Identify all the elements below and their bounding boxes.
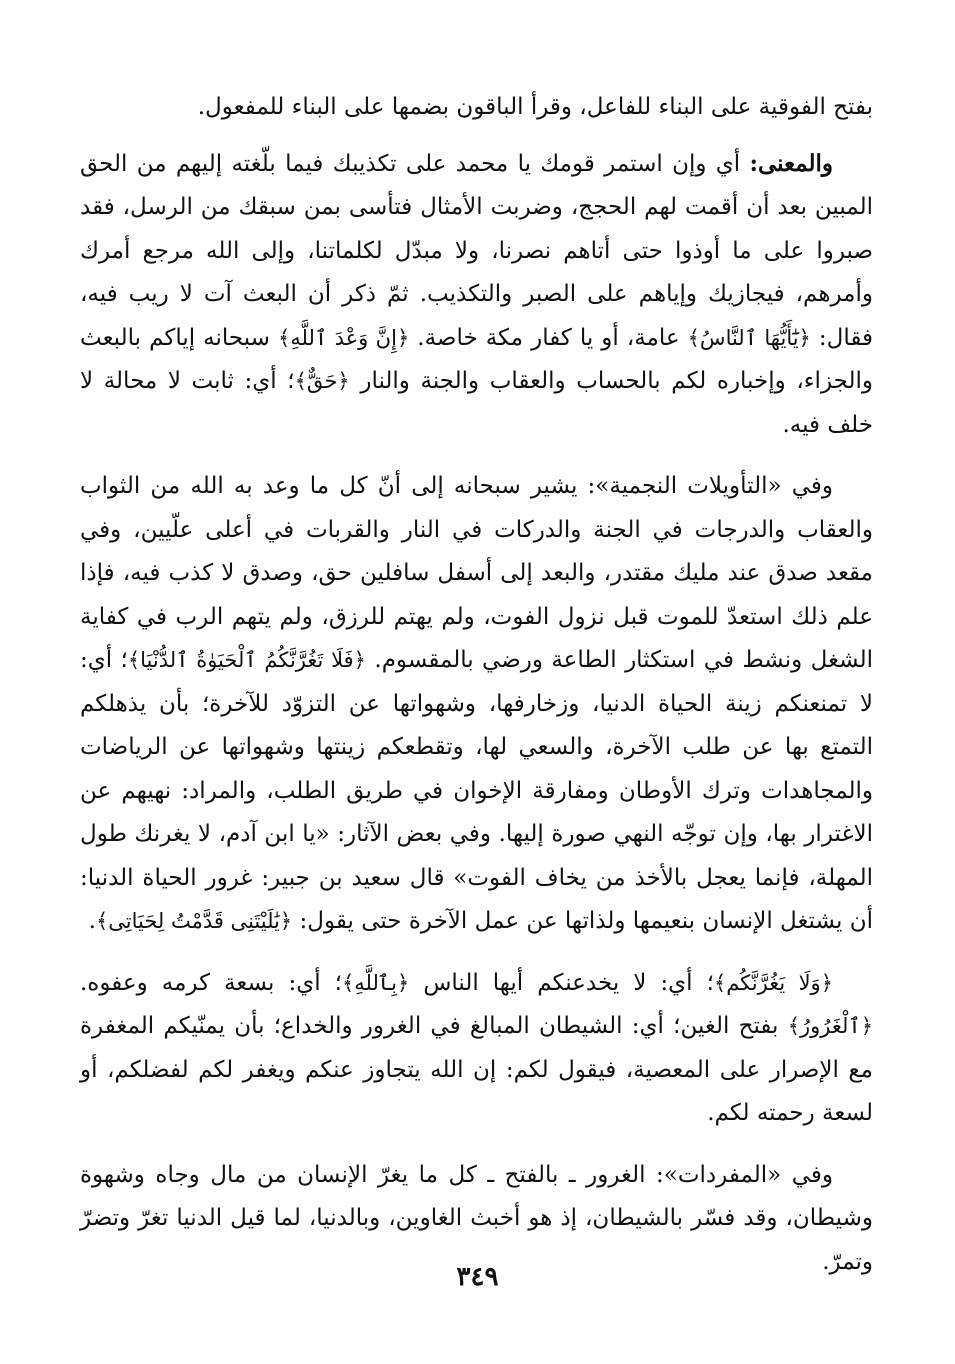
paragraph-text: بفتح الفوقية على البناء للفاعل، وقرأ الباقون بضمها على البناء للمفعول.	[197, 94, 873, 120]
quran-quote: ﴿وَلَا يَغُرَّنَّكُم﴾	[713, 970, 833, 995]
quran-quote: ﴿بِٱللَّهِ﴾	[341, 970, 410, 995]
paragraph-text: أي وإن استمر قومك يا محمد على تكذيبك فيما بلّغته إليهم من الحق المبين بعد أن أقمت لهم الحجج، وضربت الأمثال فتأسى بمن سبقك من الرسل، فقد صبروا على ما أوذوا حتى أتاهم نصرنا، ولا مبدّل لكلماتنا، وإلى الله مرجع أمرك وأمرهم، فيجازيك وإياهم على الصبر والتكذيب. ثمّ ذكر أن البعث آت لا ريب فيه، فقال:	[80, 150, 874, 351]
paragraph-text: بفتح الغين؛ أي: الشيطان المبالغ في الغرور والخداع؛ بأن يمنّيكم المغفرة مع الإصرار على المعصية، فيقول لكم: إن الله يتجاوز عنكم ويغفر لكم لفضلكم، أو لسعة رحمته لكم.	[80, 1013, 873, 1126]
paragraph-text: وفي «التأويلات النجمية»: يشير سبحانه إلى أنّ كل ما وعد به الله من الثواب والعقاب والدرجات في الجنة والدركات في النار والقربات في أعلى علّيين، وفي مقعد صدق عند مليك مقتدر، والبعد إلى أسفل سافلين حق، وصدق لا كذب فيه، فإذا علم ذلك استعدّ للموت قبل نزول الفوت، ولم يهتم للرزق، ولم يتهم الرب في كفاية الشغل ونشط في استكثار الطاعة ورضي بالمقسوم.	[80, 473, 874, 673]
paragraph-meaning	[80, 142, 873, 448]
paragraph-ghuroor	[80, 962, 873, 1136]
paragraph-text: ؛ أي: بسعة كرمه وعفوه.	[80, 969, 342, 996]
quran-quote: ﴿حَقٌّ﴾	[294, 369, 350, 393]
quran-quote: ﴿ٱلْغَرُورُ﴾	[787, 1014, 873, 1038]
paragraph-text: ؛ أي: لا يخدعنكم أيها الناس	[409, 969, 714, 996]
quran-quote: ﴿فَلَا تَغُرَّنَّكُمُ ٱلْحَيَوٰةُ ٱلدُّنْيَا﴾	[127, 648, 366, 672]
paragraph-text: .	[88, 908, 96, 934]
page-number: ٣٤٩	[456, 1262, 499, 1292]
paragraph-text: عامة، أو يا كفار مكة خاصة.	[409, 324, 688, 351]
quran-quote: ﴿إِنَّ وَعْدَ ٱللَّهِ﴾	[277, 325, 410, 350]
paragraph-tawilat	[80, 465, 873, 944]
paragraph-text: وفي «المفردات»: الغرور ـ بالفتح ـ كل ما يغرّ الإنسان من مال وجاه وشهوة وشيطان، وقد فسّر بالشيطان، إذ هو أخبث الغاوين، وبالدنيا، لما قيل الدنيا تغرّ وتضرّ وتمرّ.	[80, 1161, 873, 1275]
paragraph-text: سبحانه إياكم بالبعث والجزاء، وإخباره لكم بالحساب والعقاب والجنة والنار	[80, 324, 873, 394]
paragraph-text: ؛ أي: لا تمنعنكم زينة الحياة الدنيا، وزخارفها، وشهواتها عن التزوّد للآخرة؛ بأن يذهلكم التمتع بها عن طلب الآخرة، والسعي لها، وتقطعكم زينتها وشهواتها عن الرياضات والمجاهدات وترك الأوطان ومفارقة الإخوان في طريق الطلب، والمراد: نهيهم عن الاغترار بها، وإن توجّه النهي صورة إليها. وفي بعض الآثار: «يا ابن آدم، لا يغرنك طول المهلة، فإنما يعجل بالأخذ من يخاف الفوت» قال سعيد بن جبير: غرور الحياة الدنيا: أن يشتغل الإنسان بنعيمها ولذاتها عن عمل الآخرة حتى يقول:	[80, 647, 873, 934]
quran-quote: ﴿يَٰٓأَيُّهَا ٱلنَّاسُ﴾	[687, 325, 811, 350]
quran-quote: ﴿يَٰلَيْتَنِى قَدَّمْتُ لِحَيَاتِى﴾	[95, 909, 293, 933]
page-body	[80, 86, 873, 1302]
section-term: والمعنى:	[749, 149, 833, 177]
paragraph-text: ؛ أي: ثابت لا محالة لا خلف فيه.	[80, 368, 873, 438]
paragraph-continuation	[80, 86, 873, 130]
